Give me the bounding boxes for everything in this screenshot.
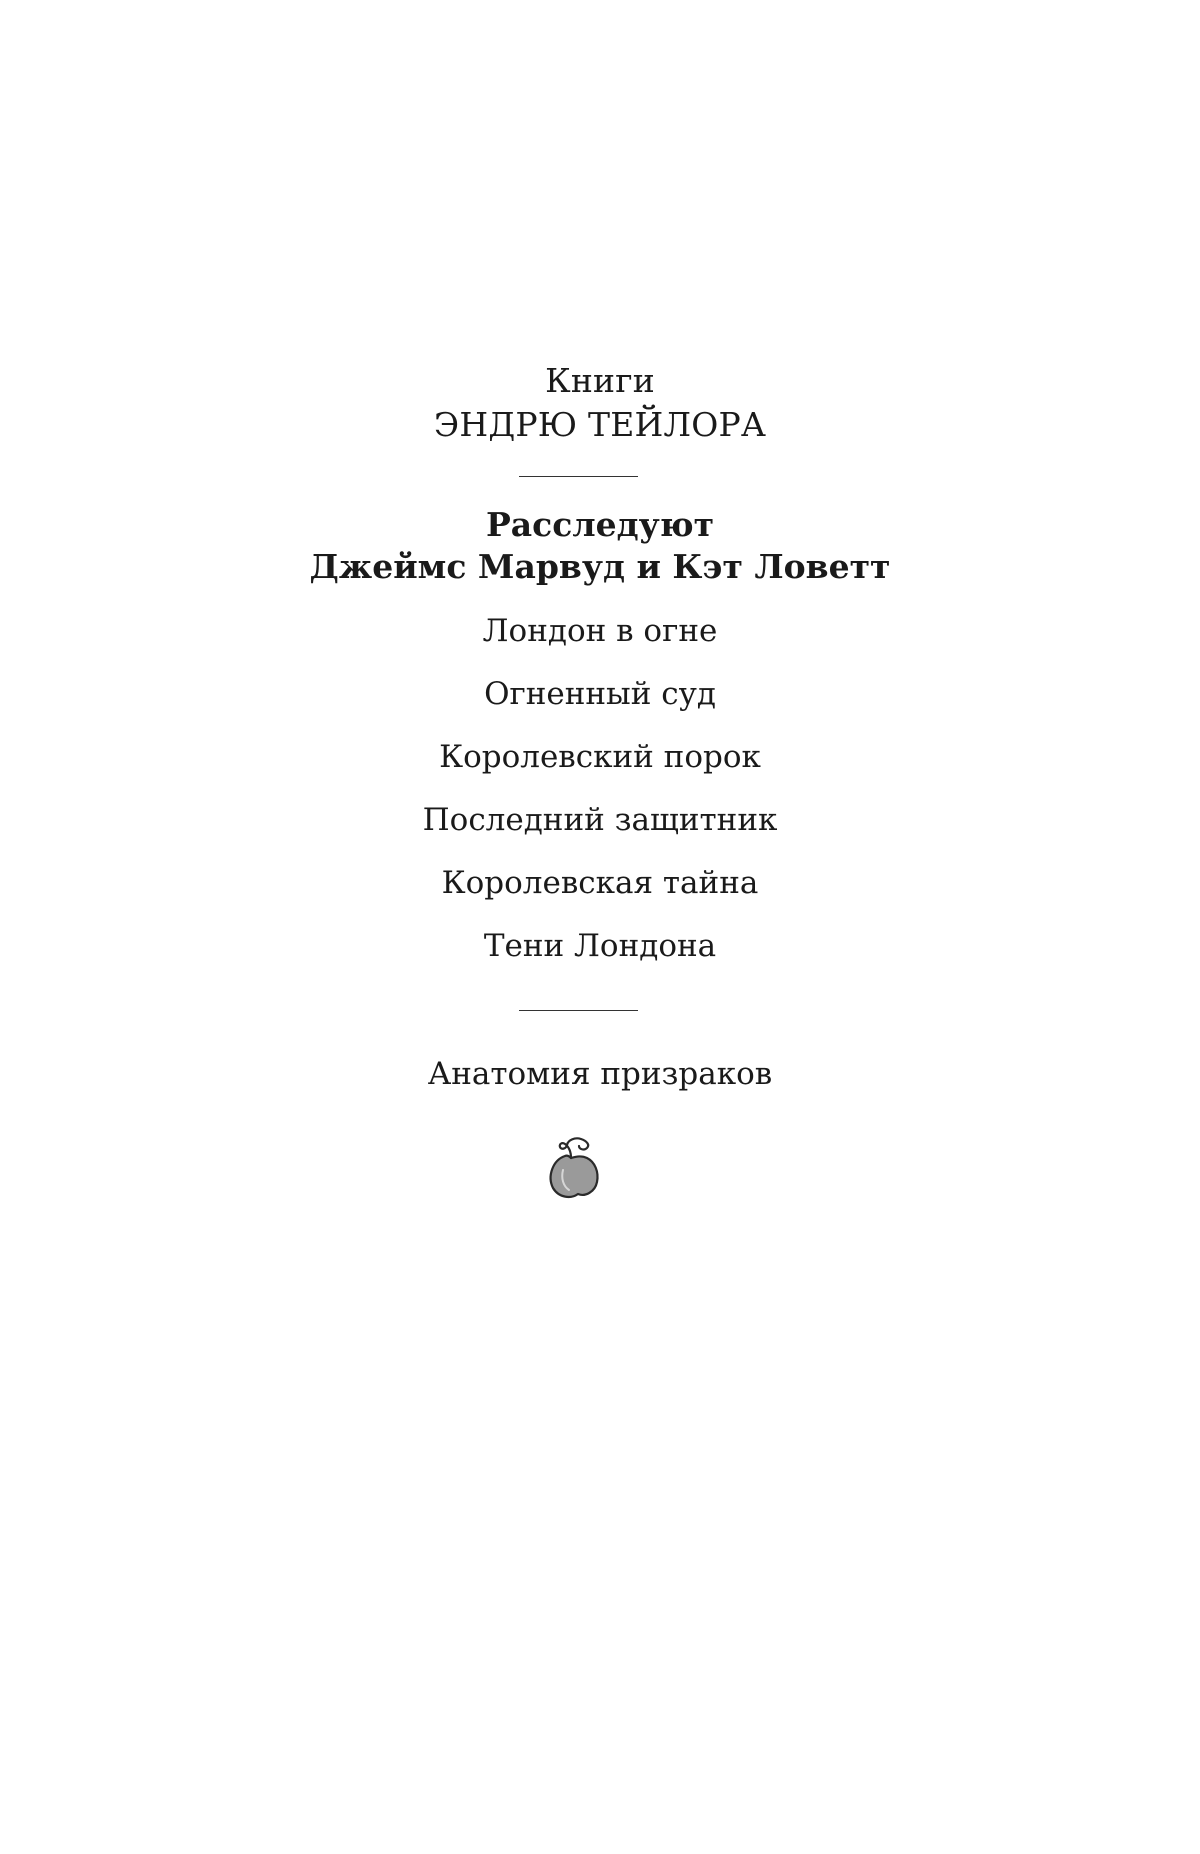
series-title: [0, 504, 1200, 588]
book-title: Королевский порок: [439, 739, 761, 775]
series-title-line-1: Расследуют: [485, 505, 715, 544]
divider-bottom: [519, 1010, 638, 1011]
heading-books-label: Книги: [545, 361, 655, 400]
book-title: Тени Лондона: [483, 928, 717, 964]
book-title: Огненный суд: [484, 676, 716, 712]
book-title: Королевская тайна: [441, 865, 759, 901]
apple-sprout-icon: [541, 1130, 613, 1202]
heading-author-name: ЭНДРЮ ТЕЙЛОРА: [433, 405, 767, 444]
author-heading: [0, 359, 1200, 447]
divider-top: [519, 476, 638, 477]
book-title: Лондон в огне: [482, 613, 718, 649]
series-title-line-2: Джеймс Марвуд и Кэт Ловетт: [309, 547, 891, 586]
standalone-book-title: Анатомия призраков: [427, 1056, 773, 1092]
book-title: Последний защитник: [422, 802, 778, 838]
